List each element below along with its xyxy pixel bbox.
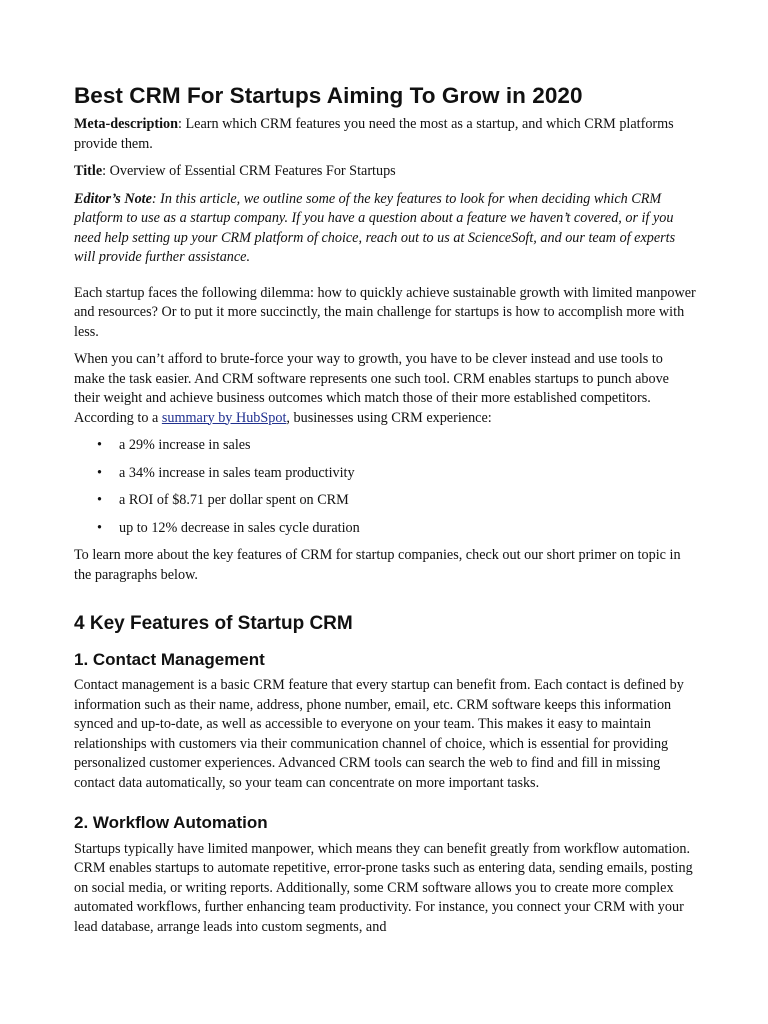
meta-description-text: : Learn which CRM features you need the most as a startup, and which CRM platforms provide them. (74, 116, 674, 152)
feature-body-contact-management: Contact management is a basic CRM feature that every startup can benefit from. Each contact is defined by information such as their name, address, phone number, email, etc. CRM software keeps this information synced and up-to-date, as well as accessible to everyone on your team. This makes it easy to maintain relationships with customers via their communication channel of choice, which is essential for providing personalized customer experiences. Advanced CRM tools can search the web to find and fill in missing contact data automatically, so your team can concentrate on more important tasks. (74, 677, 684, 791)
section-heading: 4 Key Features of Startup CRM (74, 613, 353, 634)
list-item (74, 464, 696, 484)
editor-note-text: : In this article, we outline some of the key features to look for when deciding which CRM platform to use as a startup company. If you have a question about a feature we haven’t covered, or if you need help setting up your CRM platform of choice, reach out to us at ScienceSoft, and our team of experts will provide further assistance. (74, 190, 676, 265)
document-page (74, 82, 696, 945)
intro-paragraph: Each startup faces the following dilemma: how to quickly achieve sustainable growth with limited manpower and resources? Or to put it more succinctly, the main challenge for startups is how to accomplish more with less. (74, 284, 696, 340)
list-item (74, 491, 696, 511)
editor-note-label: Editor’s Note (74, 190, 152, 207)
list-item-text: a 34% increase in sales team productivity (119, 464, 355, 481)
document-title: Best CRM For Startups Aiming To Grow in 2020 (74, 83, 583, 108)
feature-body-workflow-automation: Startups typically have limited manpower, which means they can benefit greatly from workflow automation. CRM enables startups to automate repetitive, error-prone tasks such as entering data, sending emails, posting on social media, or writing reports. Additionally, some CRM software allows you to create more complex automated workflows, further enhancing team productivity. For instance, you connect your CRM with your lead database, arrange leads into custom segments, and (74, 840, 693, 935)
meta-description-label: Meta-description (74, 116, 179, 132)
paragraph-crm-tools-text: When you can’t afford to brute-force your way to growth, you have to be clever instead and use tools to make the task easier. And CRM software represents one such tool. CRM enables startups to punch above their weight and achieve business outcomes which match those of their more established competitors. According to a (74, 351, 669, 426)
bullet-icon: • (97, 492, 102, 508)
hubspot-summary-link[interactable]: summary by HubSpot (161, 409, 287, 426)
list-item (74, 519, 696, 539)
title-line (74, 162, 696, 182)
feature-heading-workflow-automation: 2. Workflow Automation (74, 813, 268, 833)
list-item-text: a ROI of $8.71 per dollar spent on CRM (119, 492, 349, 508)
feature-heading-contact-management: 1. Contact Management (74, 649, 265, 669)
crm-benefits-list (74, 436, 696, 538)
list-item-text: a 29% increase in sales (119, 437, 251, 453)
list-item (74, 436, 696, 456)
paragraph-crm-tools-tail: , businesses using CRM experience: (286, 409, 492, 426)
title-line-label: Title (74, 163, 103, 179)
list-item-text: up to 12% decrease in sales cycle duration (119, 519, 360, 536)
learn-more-paragraph: To learn more about the key features of CRM for startup companies, check out our short primer on topic in the paragraphs below. (74, 547, 681, 583)
bullet-icon: • (97, 464, 102, 481)
bullet-icon: • (97, 437, 102, 453)
title-line-text: : Overview of Essential CRM Features For Startups (102, 163, 396, 179)
editor-note (74, 190, 696, 268)
meta-description (74, 115, 696, 154)
paragraph-crm-tools (74, 350, 696, 428)
bullet-icon: • (97, 519, 102, 536)
